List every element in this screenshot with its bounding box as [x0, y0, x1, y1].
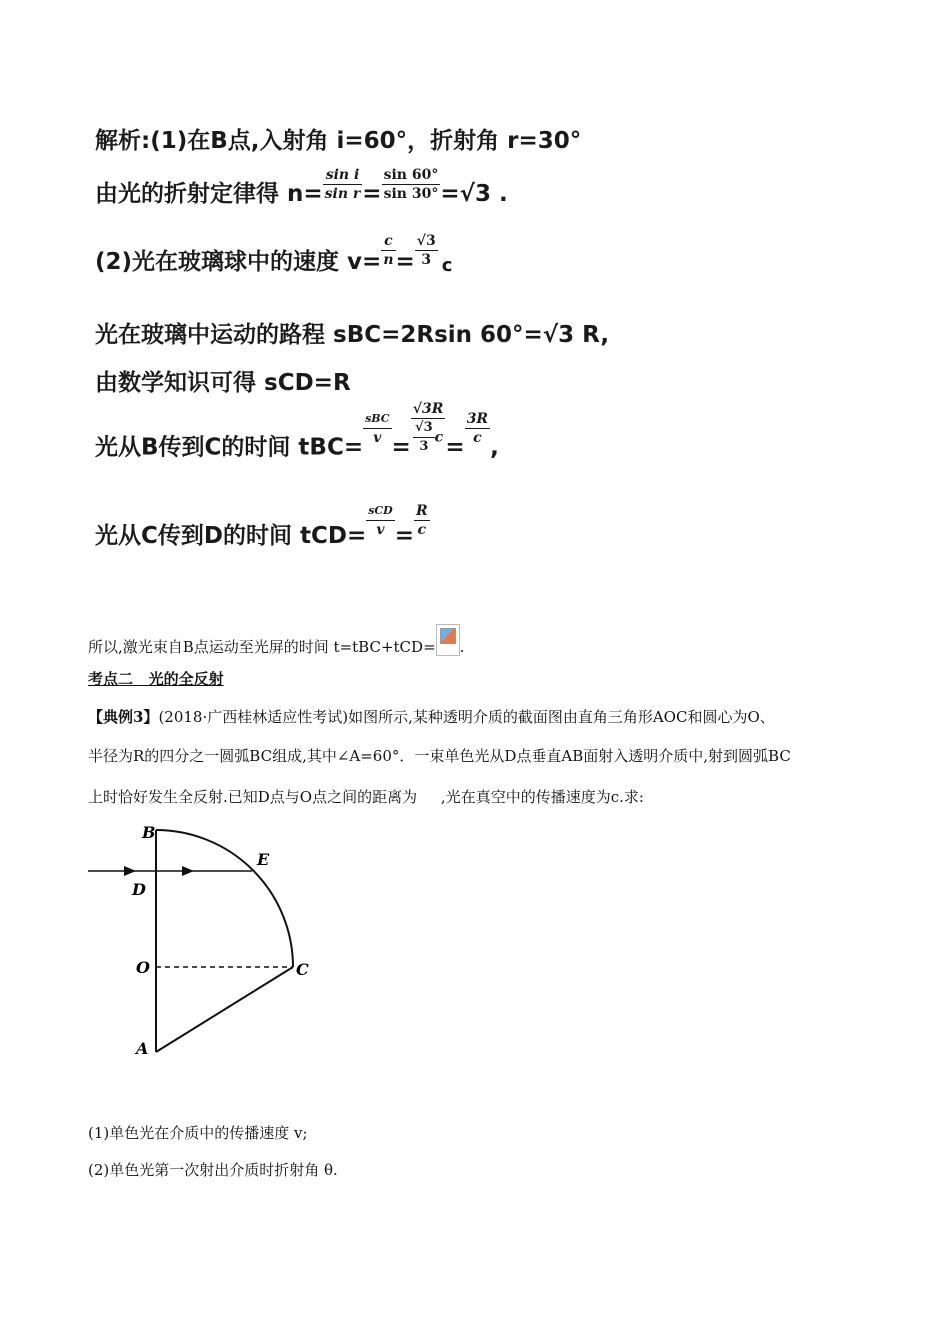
label-e: E [257, 850, 270, 869]
example-line-2: 半径为R的四分之一圆弧BC组成,其中∠A=60°．一束单色光从D点垂直AB面射入透明介质中,射到圆弧BC [88, 747, 791, 765]
example-line-3: 上时恰好发生全反射.已知D点与O点之间的距离为 ,光在真空中的传播速度为c.求: [88, 788, 644, 806]
fraction-3r-c: $\frac{3R}{c}$ [466, 410, 489, 446]
conclusion-line: 所以,激光束自B点运动至光屏的时间 t=tBC+tCD= . [88, 624, 464, 657]
solution-line-7: 光从C传到D的时间 tCD= $\frac{\text{sCD}}{v}$ = $\frac{R}{c}$ [95, 503, 428, 549]
solution-line-3: (2)光在玻璃球中的速度 v= $\frac{c}{n}$ = $\frac{√3}{3}$ $_c$ [95, 233, 453, 276]
question-2: (2)单色光第一次射出介质时折射角 θ. [88, 1161, 338, 1179]
question-1: (1)单色光在介质中的传播速度 v; [88, 1124, 308, 1142]
fraction-r-c: $\frac{R}{c}$ [416, 503, 428, 538]
optics-figure [80, 818, 340, 1063]
example-line-1: 【典例3】(2018·广西桂林适应性考试)如图所示,某种透明介质的截面图由直角三角形AOC和圆心为O、 [88, 708, 775, 726]
label-c: C [296, 960, 309, 979]
ray-arrow-inside [182, 866, 194, 876]
section-title: 考点二 光的全反射 [88, 670, 224, 688]
fraction-sin60-sin30: $\frac{\sin 60^\circ}{\sin 30^\circ}$ [383, 167, 439, 202]
solution-line-4: 光在玻璃中运动的路程 sBC=2Rsin 60°=√3 R, [95, 322, 610, 348]
label-d: D [132, 880, 146, 899]
fraction-c-n: $\frac{c}{n}$ [383, 233, 394, 268]
solution-line-2: 由光的折射定律得 n= $\frac{\text{sin i}}{\text{sin r}}$ = $\frac{\sin 60^\circ}{\sin 30^\circ}$ =√3 . [95, 167, 508, 207]
solution-line-1: 解析:(1)在B点,入射角 i=60°，折射角 r=30° [95, 128, 582, 154]
label-b: B [142, 823, 156, 842]
edge-ac [156, 967, 293, 1052]
fraction-sqrt3r-over-sqrt3-3-c: √3R $\frac{√3}{3}$ c [412, 401, 444, 454]
fraction-scd-v: $\frac{\text{sCD}}{v}$ [368, 504, 393, 538]
fraction-sini-sinr: $\frac{\text{sin i}}{\text{sin r}}$ [324, 167, 361, 202]
fraction-sbc-v: $\frac{\text{sBC}}{v}$ [365, 411, 390, 446]
ray-arrow-left [124, 866, 136, 876]
fraction-sqrt3-3: $\frac{√3}{3}$ [416, 233, 436, 268]
label-a: A [136, 1039, 149, 1058]
label-o: O [136, 958, 150, 977]
solution-line-5: 由数学知识可得 sCD=R [95, 370, 351, 396]
solution-line-6: 光从B传到C的时间 tBC= $\frac{\text{sBC}}{v}$ = √3R $\frac{√3}{3}$ c = $\frac{3R}{c}$ , [95, 401, 499, 461]
arc-bc [156, 830, 293, 967]
missing-formula-image-icon [436, 624, 460, 656]
